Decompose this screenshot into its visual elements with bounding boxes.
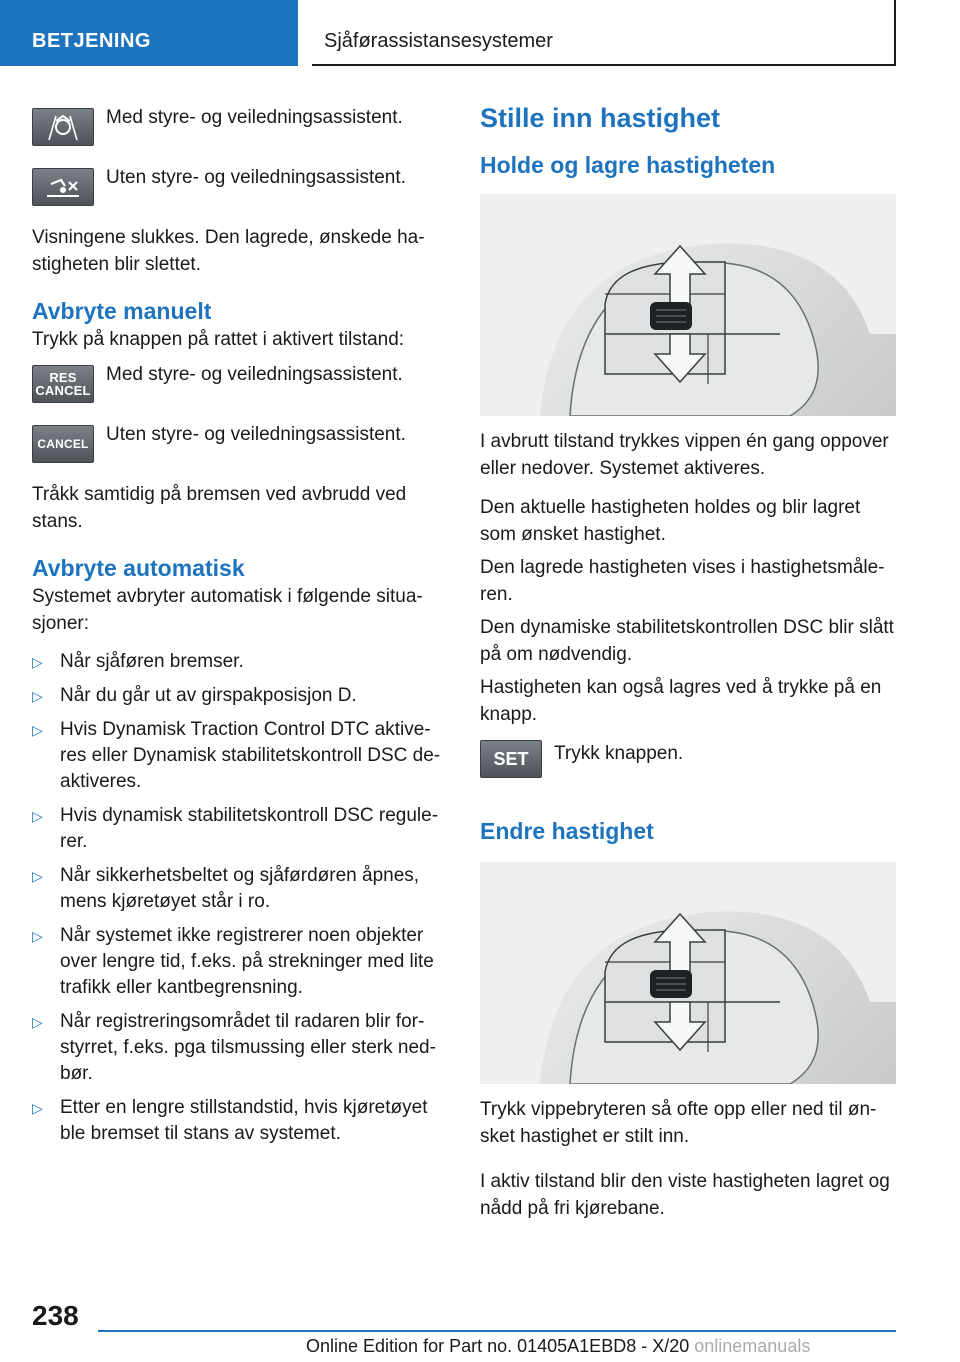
icon-label: CANCEL — [35, 383, 91, 398]
triangle-bullet-icon: ▷ — [32, 1100, 43, 1116]
list-item-text: Når sjåføren bremser. — [60, 651, 244, 672]
header-section-label: BETJENING — [32, 30, 151, 52]
header-chapter-box — [312, 0, 896, 66]
icon-label: CANCEL — [37, 436, 89, 451]
list-item — [32, 683, 452, 709]
steering-wheel-rocker-photo — [480, 194, 896, 416]
heading-stille-inn-hastighet: Stille inn hastighet — [480, 103, 721, 133]
steering-assist-off-icon — [32, 168, 94, 206]
list-item-text: Etter en lengre stillstandstid, hvis kjøretøyet ble bremset til stans av systemet. — [60, 1097, 428, 1144]
paragraph: Den lagrede hastigheten vises i hastighetsmåle-ren. — [480, 557, 885, 605]
steering-assist-on-icon — [32, 108, 94, 146]
list-item — [32, 923, 452, 1001]
heading-avbryte-manuelt: Avbryte manuelt — [32, 298, 212, 324]
icon-row — [32, 417, 452, 477]
heading-holde-og-lagre: Holde og lagre hastigheten — [480, 152, 776, 178]
icon-row — [32, 100, 452, 160]
paragraph: Systemet avbryter automatisk i følgende situa-sjoner: — [32, 586, 423, 634]
footer-edition — [306, 1336, 810, 1357]
list-item-text: Når sikkerhetsbeltet og sjåførdøren åpnes, mens kjøretøyet står i ro. — [60, 865, 420, 912]
list-item-text: Når du går ut av girspakposisjon D. — [60, 685, 357, 706]
left-column — [32, 100, 452, 1155]
list-item — [32, 803, 452, 855]
icon-row-text: Med styre- og veiledningsassistent. — [106, 364, 403, 385]
paragraph: Trykk vippebryteren så ofte opp eller ned til øn-sket hastighet er stilt inn. — [480, 1099, 877, 1147]
list-item-text: Når registreringsområdet til radaren blir for-styrret, f.eks. pga tilsmussing eller sterk ned-bør. — [60, 1011, 436, 1084]
paragraph: Hastigheten kan også lagres ved å trykke på en knapp. — [480, 677, 882, 725]
list-item — [32, 1009, 452, 1087]
triangle-bullet-icon: ▷ — [32, 1014, 43, 1030]
paragraph: Tråkk samtidig på bremsen ved avbrudd ved stans. — [32, 484, 407, 532]
steering-wheel-rocker-photo — [480, 862, 896, 1084]
footer-edition-text: Online Edition for Part no. 01405A1EBD8 - X/20 — [306, 1336, 690, 1356]
icon-row — [480, 740, 896, 804]
triangle-bullet-icon: ▷ — [32, 808, 43, 824]
icon-label: RES — [49, 370, 77, 385]
list-item-text: Hvis Dynamisk Traction Control DTC aktive-res eller Dynamisk stabilitetskontroll DSC de-aktiveres. — [60, 719, 441, 792]
icon-row — [32, 160, 452, 220]
list-item — [32, 1095, 452, 1147]
triangle-bullet-icon: ▷ — [32, 654, 43, 670]
triangle-bullet-icon: ▷ — [32, 722, 43, 738]
icon-row-text: Uten styre- og veiledningsassistent. — [106, 424, 406, 445]
triangle-bullet-icon: ▷ — [32, 868, 43, 884]
paragraph: I aktiv tilstand blir den viste hastigheten lagret og nådd på fri kjørebane. — [480, 1171, 890, 1219]
list-item — [32, 649, 452, 675]
header-section-tab — [0, 0, 298, 66]
page-number: 238 — [32, 1300, 79, 1331]
list-item — [32, 863, 452, 915]
bullet-list — [32, 649, 452, 1147]
paragraph: I avbrutt tilstand trykkes vippen én gang oppover eller nedover. Systemet aktiveres. — [480, 431, 889, 479]
paragraph: Den dynamiske stabilitetskontrollen DSC blir slått på om nødvendig. — [480, 617, 894, 665]
paragraph: Trykk på knappen på rattet i aktivert tilstand: — [32, 329, 405, 350]
icon-row — [32, 357, 452, 417]
triangle-bullet-icon: ▷ — [32, 928, 43, 944]
cancel-button-icon — [32, 425, 94, 463]
list-item-text: Hvis dynamisk stabilitetskontroll DSC regule-rer. — [60, 805, 439, 852]
icon-row-text: Trykk knappen. — [554, 743, 684, 764]
heading-avbryte-automatisk: Avbryte automatisk — [32, 555, 245, 581]
list-item — [32, 717, 452, 795]
list-item-text: Når systemet ikke registrerer noen objekter over lengre tid, f.eks. på strekninger med lite trafikk eller kantbegrensning. — [60, 925, 434, 998]
res-cancel-button-icon — [32, 365, 94, 403]
heading-endre-hastighet: Endre hastighet — [480, 818, 654, 844]
paragraph: Den aktuelle hastigheten holdes og blir lagret som ønsket hastighet. — [480, 497, 861, 545]
right-column — [480, 100, 896, 1222]
set-button-icon: SET — [480, 740, 542, 778]
icon-row-text: Uten styre- og veiledningsassistent. — [106, 167, 406, 188]
icon-row-text: Med styre- og veiledningsassistent. — [106, 107, 403, 128]
header-chapter-label: Sjåførassistansesystemer — [324, 30, 553, 52]
triangle-bullet-icon: ▷ — [32, 688, 43, 704]
paragraph: Visningene slukkes. Den lagrede, ønskede ha-stigheten blir slettet. — [32, 227, 425, 275]
footer-watermark: onlinemanuals — [694, 1336, 811, 1356]
footer-divider — [98, 1330, 896, 1332]
